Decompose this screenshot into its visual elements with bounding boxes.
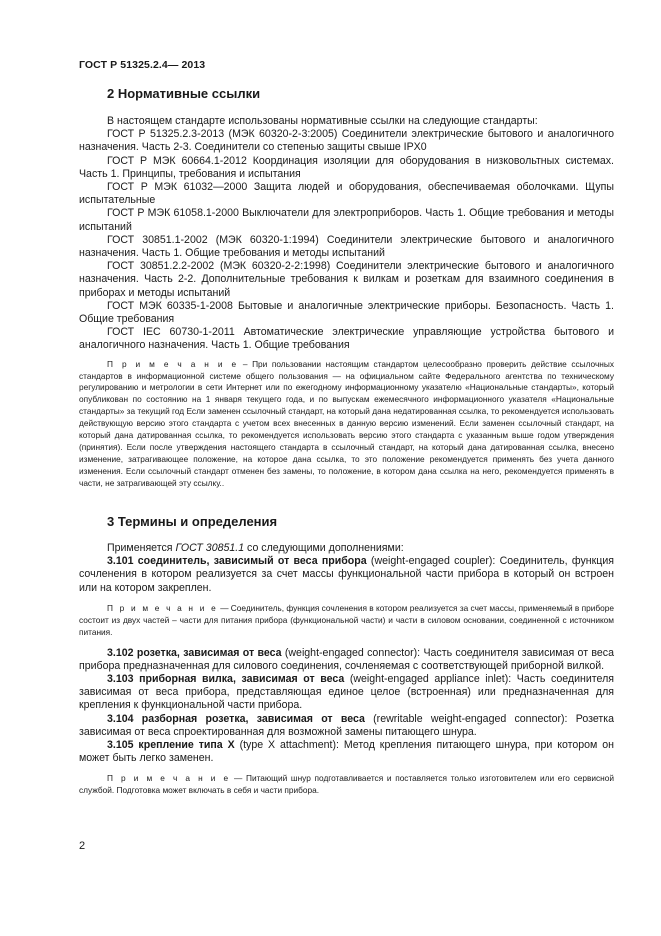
note-text: — Соединитель, функция сочленения в котором реализуется за счет массы, применяемый в приборе состоит из двух частей – части для питания прибора (функциональной части) и части в силовом основании, соединенной с источником питания. xyxy=(79,602,614,637)
term-definition xyxy=(79,673,614,713)
reference-link-text: ГОСТ 30851.1 xyxy=(175,542,245,554)
term-text: (type X attachment): Метод крепления питающего шнура, при котором он может быть легко заменен. xyxy=(79,738,614,765)
section-intro: В настоящем стандарте использованы нормативные ссылки на следующие стандарты: xyxy=(107,115,538,127)
note-text: — Питающий шнур подготавливается и поставляется только изготовителем или его сервисной службой. Подготовка может включать в себя и части прибора. xyxy=(79,773,614,796)
note-paragraph xyxy=(79,773,614,797)
term-title: 3.102 розетка, зависимая от веса xyxy=(107,646,282,659)
term-text: (rewritable weight-engaged connector): Розетка зависимая от веса спроектированная для возможной замены питающего шнура. xyxy=(79,712,615,738)
reference-item: ГОСТ Р МЭК 61032—2000 Защита людей и оборудования, обеспечиваемая оболочками. Щупы испытательные xyxy=(79,181,614,207)
term-definition xyxy=(79,713,614,739)
term-definition xyxy=(79,555,614,595)
section-terms-definitions xyxy=(79,514,614,797)
reference-item: ГОСТ 30851.1-2002 (МЭК 60320-1:1994) Соединители электрические бытового и аналогичного назначения. Часть 1. Общие требования и методы испытаний xyxy=(79,233,614,260)
note-label: П р и м е ч а н и е xyxy=(107,602,218,613)
section-title: 3 Термины и определения xyxy=(107,514,278,529)
page-number: 2 xyxy=(79,840,86,852)
term-text: (weight-engaged appliance inlet): Часть соединителя зависимая от веса прибора, представляющая единое целое (встроенная) или предназначенная для крепления к функциональной части прибора. xyxy=(79,672,614,712)
reference-item: ГОСТ МЭК 60335-1-2008 Бытовые и аналогичные электрические приборы. Безопасность. Часть 1. Общие требования xyxy=(79,299,614,326)
reference-item: ГОСТ 30851.2.2-2002 (МЭК 60320-2-2:1998) Соединители электрические бытового и аналогичного назначения. Часть 2-2. Дополнительные требования к вилкам и розеткам для взаимного соединения в приборах и методы испытаний xyxy=(79,260,614,299)
term-text: (weight-engaged coupler): Соединитель, функция сочленения в котором реализуется за счет массы функциональной части прибора в который он встроен или на котором закреплен. xyxy=(79,555,614,594)
section-normative-references xyxy=(79,86,614,490)
term-title: 3.103 приборная вилка, зависимая от веса xyxy=(107,672,345,685)
section-intro: Применяется ГОСТ 30851.1 со следующими дополнениями: xyxy=(107,542,404,554)
note-label: П р и м е ч а н и е xyxy=(107,773,231,784)
term-title: 3.104 разборная розетка, зависимая от веса xyxy=(107,712,365,725)
reference-item: ГОСТ Р 51325.2.3-2013 (МЭК 60320-2-3:2005) Соединители электрические бытового и аналогичного назначения. Часть 2-3. Соединители со степенью защиты свыше IPX0 xyxy=(79,128,614,154)
reference-item: ГОСТ IEC 60730-1-2011 Автоматические электрические управляющие устройства бытового и аналогичного назначения. Часть 1. Общие требования xyxy=(79,326,614,352)
term-title: 3.101 соединитель, зависимый от веса прибора xyxy=(107,555,367,568)
term-definition xyxy=(79,739,614,765)
note-paragraph xyxy=(79,603,614,639)
term-definition xyxy=(79,647,614,673)
section-title: 2 Нормативные ссылки xyxy=(107,86,261,101)
term-title: 3.105 крепление типа X xyxy=(107,738,235,751)
note-paragraph xyxy=(79,359,614,490)
document-header: ГОСТ Р 51325.2.4— 2013 xyxy=(79,59,206,71)
note-label: П р и м е ч а н и е xyxy=(107,358,239,369)
note-text: – При пользовании настоящим стандартом целесообразно проверить действие ссылочных стандартов в информационной системе общего пользования — на официальном сайте Федерального агентства по техническому регулированию и метрологии в сети Интернет или по ежегодному информационному указателю «Национальные стандарты», который опубликован по состоянию на 1 января текущего года, и по выпускам ежемесячного информационного указателя «Национальные стандарты» за текущий год Если заменен ссылочный стандарт, на который дана недатированная ссылка, то рекомендуется использовать действующую версию этого стандарта с учетом всех внесенных в данную версию изменений. Если заменен ссылочный стандарт, на который дана датированная ссылка, то рекомендуется использовать версию этого стандарта с указанным выше годом утверждения (принятия). Если после утверждения настоящего стандарта в ссылочный стандарт, на который дана датированная ссылка, внесено изменение, затрагивающее положение, на которое дана ссылка, то это положение рекомендуется применять без учета данного изменения. Если ссылочный стандарт отменен без замены, то положение, в котором дана ссылка на него, рекомендуется применять в части, не затрагивающей эту ссылку.. xyxy=(79,358,614,488)
term-text: (weight-engaged connector): Часть соединителя зависимая от веса прибора предназначенная для силового соединения, сочленяемая с соответствующей приборной вилкой. xyxy=(79,646,614,672)
reference-item: ГОСТ Р МЭК 60664.1-2012 Координация изоляции для оборудования в низковольтных системах. Часть 1. Принципы, требования и испытания xyxy=(79,154,614,180)
reference-item: ГОСТ Р МЭК 61058.1-2000 Выключатели для электроприборов. Часть 1. Общие требования и методы испытаний xyxy=(79,207,614,233)
